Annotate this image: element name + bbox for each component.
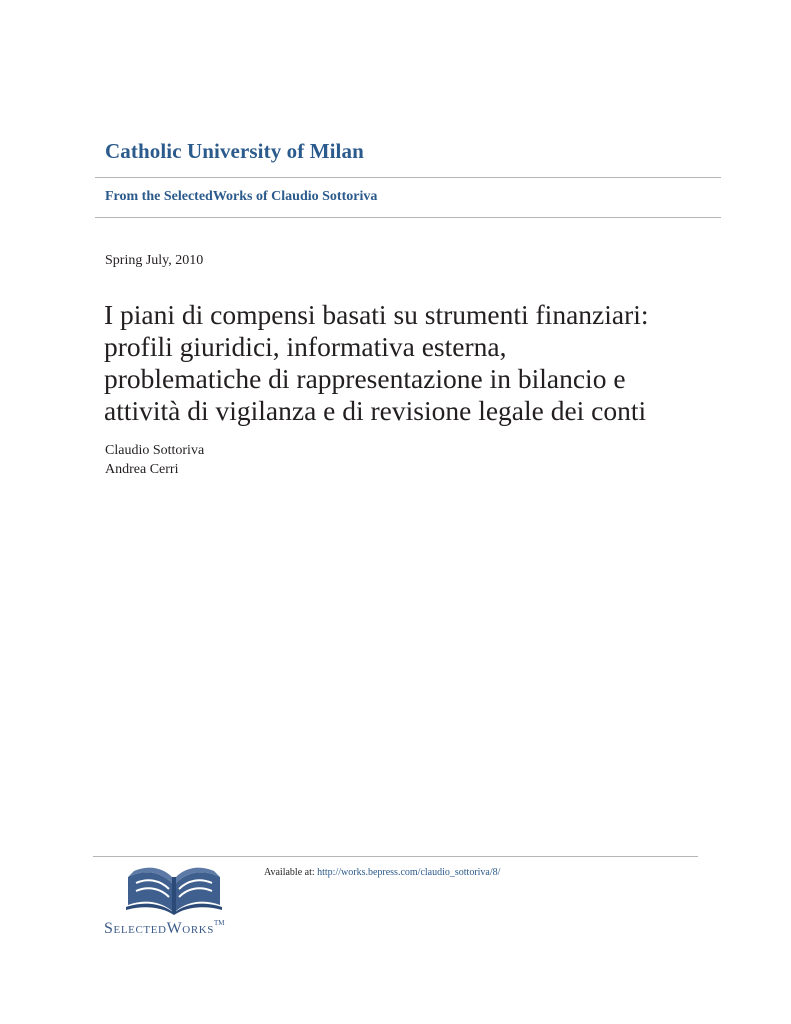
- author-list: [105, 441, 204, 479]
- publication-date: Spring July, 2010: [105, 253, 204, 268]
- selectedworks-author-link[interactable]: From the SelectedWorks of Claudio Sottoriva: [105, 189, 378, 204]
- author-name: Andrea Cerri: [105, 462, 179, 477]
- selectedworks-logo[interactable]: [104, 863, 254, 943]
- institution-name[interactable]: Catholic University of Milan: [105, 139, 364, 163]
- author-name: Claudio Sottoriva: [105, 443, 205, 458]
- trademark-mark: TM: [214, 919, 225, 927]
- availability-note: [264, 867, 500, 878]
- header-divider-top: [95, 177, 721, 178]
- title-line: problematiche di rappresentazione in bilancio e: [104, 363, 626, 394]
- available-url-link[interactable]: http://works.bepress.com/claudio_sottoriva/8/: [317, 867, 501, 878]
- logo-wordmark: [104, 919, 225, 938]
- available-label: Available at:: [264, 867, 315, 878]
- header-divider-bottom: [95, 217, 721, 218]
- title-line: attività di vigilanza e di revisione legale dei conti: [104, 395, 647, 426]
- logo-wordmark-text: SelectedWorks: [104, 920, 215, 937]
- open-book-icon: [122, 863, 226, 915]
- title-line: I piani di compensi basati su strumenti finanziari:: [104, 299, 649, 330]
- document-title: [104, 299, 724, 427]
- footer-divider: [93, 856, 698, 857]
- title-line: profili giuridici, informativa esterna,: [104, 331, 507, 362]
